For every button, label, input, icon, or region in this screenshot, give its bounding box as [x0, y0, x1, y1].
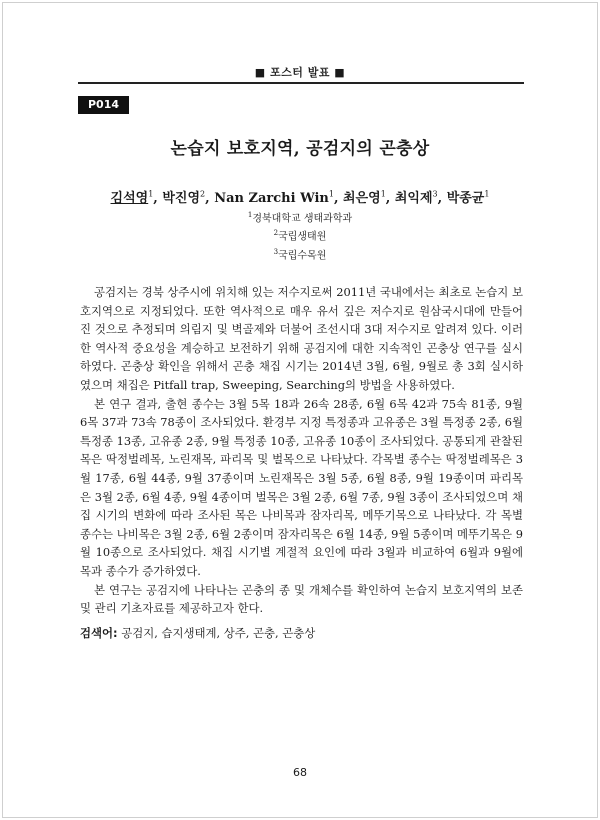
author-affil-mark: 1 [380, 189, 386, 199]
section-label: ■ 포스터 발표 ■ [254, 66, 346, 79]
affiliation-item [0, 226, 600, 244]
author-name: 최익제 [394, 191, 433, 206]
affiliation-item [0, 245, 600, 263]
author-name: 박진영 [162, 191, 201, 206]
affiliation-name: 경북대학교 생태과학과 [252, 213, 353, 225]
author-list: 김석영$^1$, 박진영$^2$, Nan Zarchi Win$^1$, 최은영$^1$, 최익제$^3$, 박종균$^1$ [110, 189, 490, 206]
paper-code-badge: P014 [78, 96, 129, 114]
author-name: 박종균 [446, 191, 485, 206]
header-rule [78, 82, 524, 84]
paper-title: 논습지 보호지역, 공검지의 곤충상 [170, 139, 430, 159]
author-affil-mark: 1 [148, 189, 154, 199]
abstract-paragraph: 본 연구는 공검지에 나타나는 곤충의 종 및 개체수를 확인하여 논습지 보호지역의 보존 및 관리 기초자료를 제공하고자 한다. [80, 582, 523, 616]
keywords-text: 공검지, 습지생태계, 상주, 곤충, 곤충상 [121, 626, 316, 640]
author-name: Nan Zarchi Win [214, 191, 329, 206]
author-affil-mark: 1 [484, 189, 490, 199]
affiliation-mark: 1 [247, 211, 253, 219]
affiliation-item [0, 208, 600, 226]
author-name: 최은영 [343, 191, 381, 206]
author-affil-mark: 1 [328, 189, 334, 199]
author-affil-mark: 3 [432, 189, 438, 199]
author-name: 김석영 [110, 191, 149, 206]
affiliation-mark: 2 [273, 229, 279, 238]
author-affil-mark: 2 [200, 189, 206, 199]
abstract-paragraph: 본 연구 결과, 출현 종수는 3월 5목 18과 26속 28종, 6월 6목 42과 75속 81종, 9월 6목 37과 73속 78종이 조사되었다. 환경부 지정 특정종과 고유종은 3월 특정종 2종, 6월 특정종 13종, 고유종 2종, 9월 특정종 10종, 고유종 10종이 조사되었다. 공통되게 관찰된 목은 딱정벌레목, 노린재목, 파리목 및 벌목으로 나타났다. 각목별 종수는 딱정벌레목은 3월 17종, 6월 44종, 9월 37종이며 노린재목은 3월 5종, 6월 8종, 9월 19종이며 파리목은 3월 2종, 6월 4종, 9월 4종이며 벌목은 3월 2종, 6월 7종, 9월 3종이 조사되었으며 채집 시기의 변화에 따라 조사된 목은 나비목과 잠자리목, 메뚜기목으로 나타났다. 각 목별 종수는 나비목은 3월 2종, 6월 2종이며 잠자리목은 6월 14종, 9월 5종이며 메뚜기목은 9월 10종으로 조사되었다. 채집 시기별 계절적 요인에 따라 3월과 비교하여 6월과 9월에 목과 종수가 증가하였다. [80, 396, 523, 578]
abstract-paragraph: 공검지는 경북 상주시에 위치해 있는 저수지로써 2011년 국내에서는 최초로 논습지 보호지역으로 지정되었다. 또한 역사적으로 매우 유서 깊은 저수지로 원삼국시대에 만들어진 것으로 추정되며 의림지 및 벽골제와 더불어 조선시대 3대 저수지로 알려져 있다. 이러한 역사적 중요성을 계승하고 보전하기 위해 공검지에 대한 지속적인 곤충상 연구를 실시하였다. 곤충상 확인을 위해서 곤충 채집 시기는 2014년 3월, 6월, 9월로 총 3회 실시하였으며 채집은 Pitfall trap, Sweeping, Searching의 방법을 사용하였다. [80, 285, 523, 392]
affiliation-name: 국립생태원 [278, 231, 327, 243]
page-number: 68 [293, 766, 307, 779]
abstract-body [80, 283, 523, 618]
affiliation-name: 국립수목원 [278, 249, 327, 261]
affiliation-mark: 3 [273, 247, 279, 256]
affiliation-list [0, 208, 600, 263]
keywords-line [80, 624, 523, 642]
keywords-label: 검색어: [80, 626, 118, 640]
